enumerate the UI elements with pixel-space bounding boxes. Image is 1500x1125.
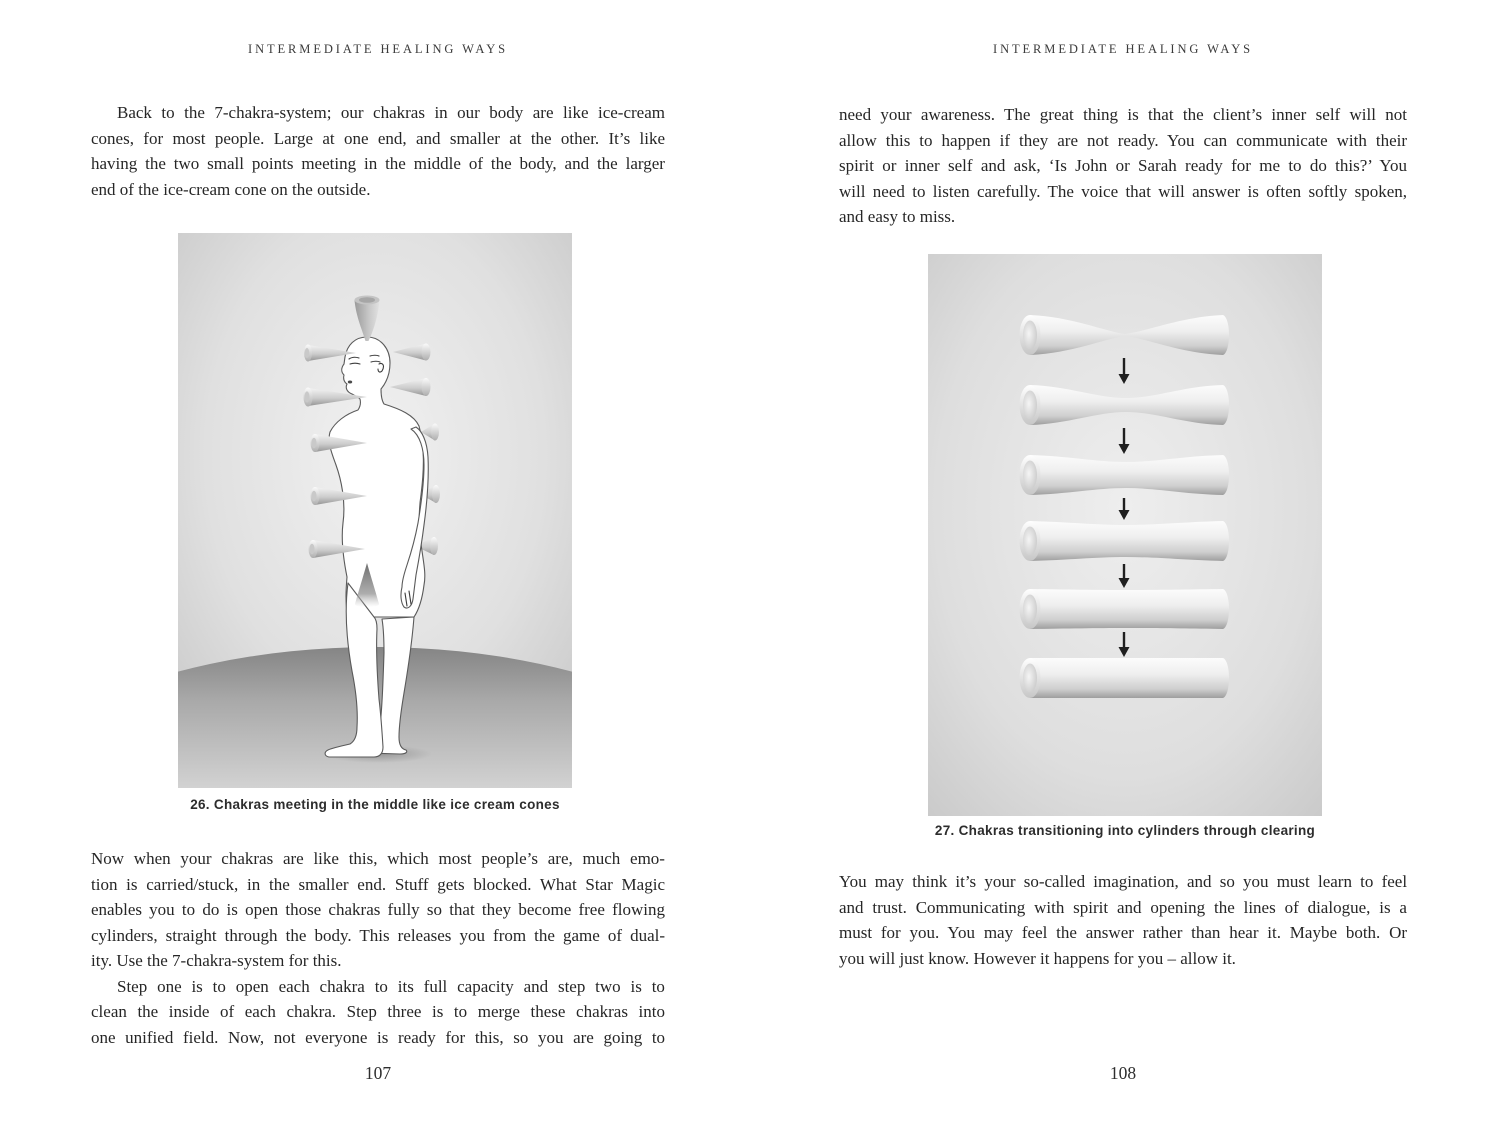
text-line [91, 177, 665, 203]
figure-27-caption: 27. Chakras transitioning into cylinders through clearing [934, 823, 1316, 838]
text-line-content: clean the inside of each chakra. Step three is to merge these chakras into [91, 1002, 665, 1021]
page-number-left: 107 [364, 1063, 392, 1083]
chakra-stage-5 [1020, 589, 1230, 629]
left-paragraphs-bottom [91, 846, 665, 1050]
text-line [839, 869, 1407, 895]
figure-27-cylinder-transition-illustration [928, 254, 1322, 816]
text-line-content: and easy to miss. [839, 207, 956, 226]
text-line-content: Back to the 7-chakra-system; our chakras in our body are like ice-cream [117, 103, 665, 122]
text-line-content: spirit or inner self and ask, ‘Is John or Sarah ready for me to do this?’ You [839, 156, 1407, 175]
text-line-content: Now when your chakras are like this, which most people’s are, much emo- [91, 849, 665, 868]
left-paragraph-1 [91, 100, 665, 202]
text-line-content: cylinders, straight through the body. This releases you from the game of dual- [91, 925, 666, 945]
text-line [91, 100, 665, 126]
text-line [839, 102, 1407, 128]
figure-26-chakra-cones-illustration [178, 233, 572, 788]
text-line [91, 897, 665, 923]
text-line [91, 974, 665, 1000]
chakra-stage-4 [1020, 521, 1230, 561]
text-line [839, 920, 1407, 946]
text-line [91, 923, 665, 949]
text-line [839, 895, 1407, 921]
text-line-content: end of the ice-cream cone on the outside. [91, 179, 371, 199]
text-line-content: having the two small points meeting in the middle of the body, and the larger [91, 154, 665, 173]
text-line [839, 946, 1407, 972]
figure-26-caption: 26. Chakras meeting in the middle like ice cream cones [190, 797, 560, 812]
text-line-content: ity. Use the 7-chakra-system for this. [91, 951, 342, 970]
text-line [91, 999, 665, 1025]
text-line [839, 179, 1407, 205]
text-line-content: need your awareness. The great thing is that the client’s inner self will not [839, 105, 1408, 124]
text-line [839, 153, 1407, 179]
text-line [91, 126, 665, 152]
text-line [839, 204, 1407, 230]
text-line-content: You may think it’s your so-called imagination, and so you must learn to feel [839, 872, 1408, 891]
mouth [348, 381, 352, 384]
right-paragraph-1 [839, 102, 1407, 230]
running-header-right: INTERMEDIATE HEALING WAYS [993, 42, 1253, 56]
text-line [91, 846, 665, 872]
text-line [91, 872, 665, 898]
text-line-content: cones, for most people. Large at one end, and smaller at the other. It’s like [91, 128, 666, 148]
text-line-content: one unified field. Now, not everyone is ready for this, so you are going to [91, 1027, 666, 1047]
page-number-right: 108 [1109, 1063, 1137, 1083]
text-line-content: tion is carried/stuck, in the smaller end. Stuff gets blocked. What Star Magic [91, 874, 665, 894]
text-line [91, 151, 665, 177]
text-line-content: will need to listen carefully. The voice that will answer is often softly spoken, [839, 181, 1407, 201]
text-line-content: and trust. Communicating with spirit and opening the lines of dialogue, is a [839, 897, 1407, 917]
text-line [91, 948, 665, 974]
text-line [91, 1025, 665, 1051]
right-paragraph-2 [839, 869, 1407, 971]
text-line-content: must for you. You may feel the answer rather than hear it. Maybe both. Or [839, 923, 1408, 942]
text-line [839, 128, 1407, 154]
text-line-content: you will just know. However it happens for you – allow it. [839, 948, 1236, 968]
chakra-stage-6-open-cylinder [1020, 658, 1230, 698]
text-line-content: enables you to do is open those chakras fully so that they become free flowing [91, 900, 665, 919]
text-line-content: allow this to happen if they are not ready. You can communicate with their [839, 130, 1408, 150]
running-header-left: INTERMEDIATE HEALING WAYS [248, 42, 508, 56]
text-line-content: Step one is to open each chakra to its full capacity and step two is to [117, 976, 665, 996]
